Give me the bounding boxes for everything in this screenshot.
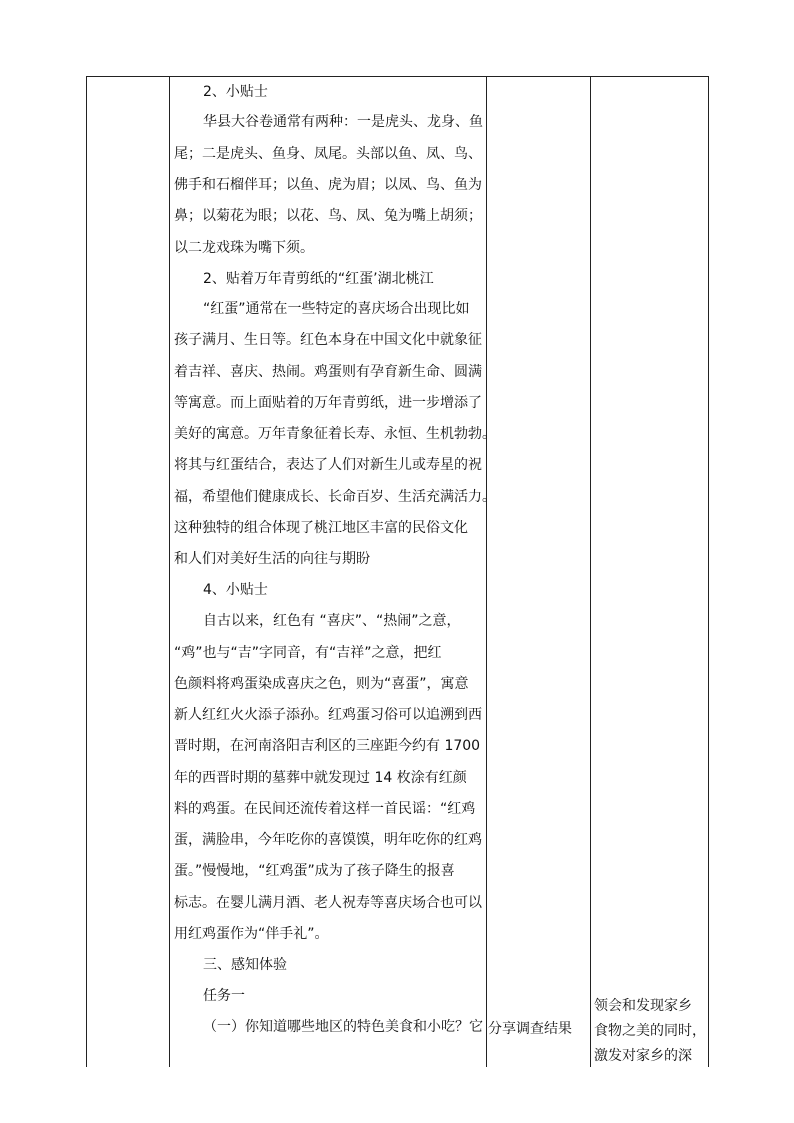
content-line: 料的鸡蛋。在民间还流传着这样一首民谣：“红鸡: [174, 801, 476, 817]
table-border-right: [708, 76, 709, 1067]
content-line: 用红鸡蛋作为“伴手礼”。: [174, 926, 329, 942]
table-border-col2: [486, 76, 487, 1067]
content-line: 以二龙戏珠为嘴下须。: [174, 240, 314, 256]
teaching-content-cell: [170, 76, 496, 1067]
task-heading: 任务一: [203, 988, 245, 1004]
design-purpose-cell: [594, 994, 710, 1069]
content-line: 晋时期，在河南洛阳吉利区的三座距今约有 1700: [174, 738, 481, 754]
content-line: 美好的寓意。万年青象征着长寿、永恒、生机勃勃。: [174, 426, 496, 442]
content-line: 新人红红火火添子添孙。红鸡蛋习俗可以追溯到西: [174, 707, 482, 723]
content-line: 标志。在婴儿满月酒、老人祝寿等喜庆场合也可以: [174, 895, 482, 911]
content-line: 2、小贴士: [203, 84, 268, 100]
section-heading: 2、贴着万年青剪纸的“红蛋’湖北桃江: [203, 271, 434, 287]
table-border-left: [86, 76, 87, 1067]
content-line: 色颜料将鸡蛋染成喜庆之色，则为“喜蛋”，寓意: [174, 676, 469, 692]
section-heading: 三、感知体验: [203, 957, 287, 973]
content-line: 尾；二是虎头、鱼身、凤尾。头部以鱼、凤、鸟、: [174, 146, 482, 162]
content-line: 蛋，满脸串，今年吃你的喜馍馍，明年吃你的红鸡: [174, 832, 482, 848]
table-border-col3: [590, 76, 591, 1067]
content-line: “鸡”也与“吉”字同音，有“吉祥”之意，把红: [174, 645, 442, 661]
content-line: 佛手和石榴伴耳；以鱼、虎为眉；以凤、鸟、鱼为: [174, 177, 482, 193]
content-line: “红蛋”通常在一些特定的喜庆场合出现比如: [203, 301, 470, 317]
student-activity-text: 分享调查结果: [488, 1021, 572, 1037]
content-line: （一）你知道哪些地区的特色美食和小吃？它: [203, 1019, 483, 1035]
content-line: 这种独特的组合体现了桃江地区丰富的民俗文化: [174, 520, 468, 536]
content-line: 和人们对美好生活的向往与期盼: [174, 551, 370, 567]
content-line: 等寓意。而上面贴着的万年青剪纸，进一步增添了: [174, 395, 482, 411]
purpose-line: 领会和发现家乡: [594, 998, 692, 1014]
content-line: 将其与红蛋结合，表达了人们对新生儿或寿星的祝: [174, 457, 482, 473]
section-heading: 4、小贴士: [203, 582, 268, 598]
purpose-line: 食物之美的同时，: [594, 1023, 706, 1039]
content-line: 鼻；以菊花为眼；以花、鸟、凤、兔为嘴上胡须；: [174, 208, 482, 224]
purpose-line: 激发对家乡的深: [594, 1048, 692, 1064]
content-line: 着吉祥、喜庆、热闹。鸡蛋则有孕育新生命、圆满: [174, 364, 482, 380]
content-line: 自古以来，红色有 “喜庆”、“热闹”之意，: [203, 613, 461, 629]
content-line: 孩子满月、生日等。红色本身在中国文化中就象征: [174, 332, 482, 348]
content-line: 蛋。”慢慢地，“红鸡蛋”成为了孩子降生的报喜: [174, 863, 455, 879]
content-line: 年的西晋时期的墓葬中就发现过 14 枚涂有红颜: [174, 770, 467, 786]
content-line: 华县大谷卷通常有两种：一是虎头、龙身、鱼: [203, 114, 483, 130]
content-line: 福，希望他们健康成长、长命百岁、生活充满活力。: [174, 489, 496, 505]
